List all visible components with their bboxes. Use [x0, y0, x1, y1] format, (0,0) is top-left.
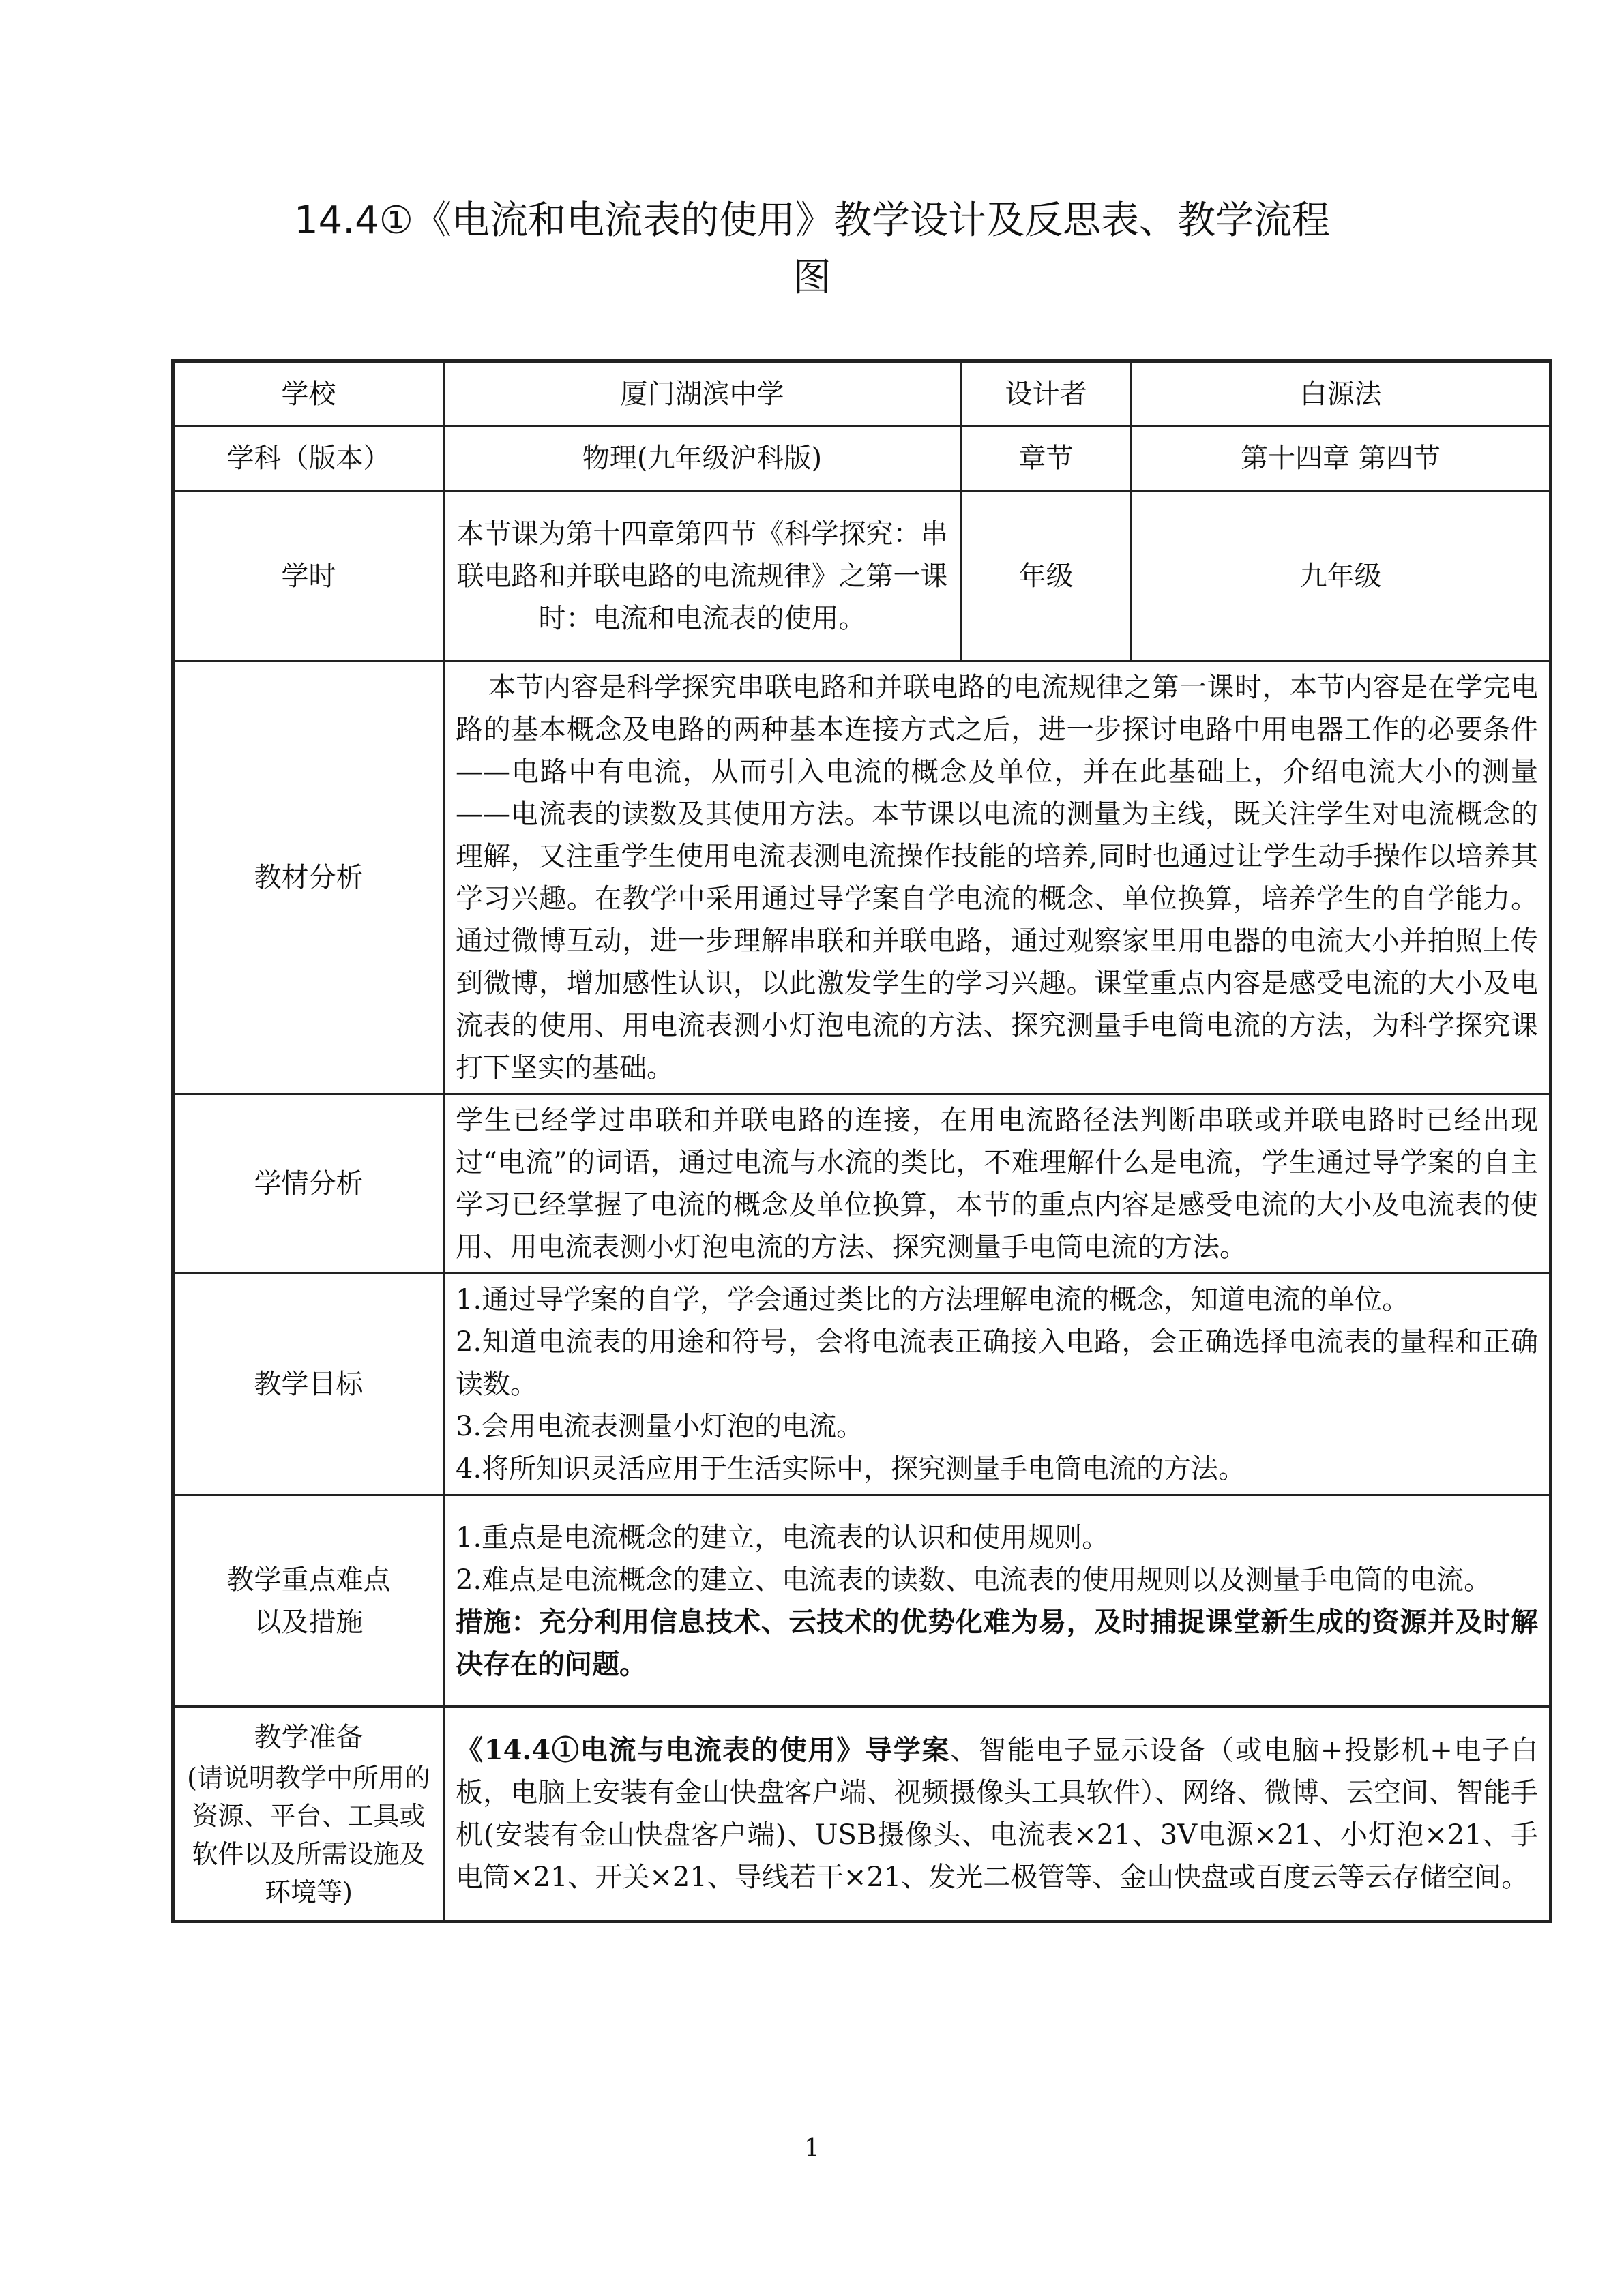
goal-item: 4.将所知识灵活应用于生活实际中，探究测量手电筒电流的方法。	[456, 1453, 1246, 1485]
key-label-line-2: 以及措施	[254, 1606, 364, 1638]
row-school	[173, 361, 1551, 426]
row-subject	[173, 426, 1551, 491]
row-period	[173, 491, 1551, 661]
goals-label: 教学目标	[173, 1274, 444, 1495]
key-label	[173, 1495, 444, 1707]
designer-label: 设计者	[961, 361, 1132, 426]
learner-value: 学生已经学过串联和并联电路的连接，在用电流路径法判断串联或并联电路时已经出现过“电流”的词语，通过电流与水流的类比，不难理解什么是电流，学生通过导学案的自主学习已经掌握了电流的概念及单位换算，本节的重点内容是感受电流的大小及电流表的使用、用电流表测小灯泡电流的方法、探究测量手电筒电流的方法。	[456, 1105, 1538, 1263]
key-point-item: 2.难点是电流概念的建立、电流表的读数、电流表的使用规则以及测量手电筒的电流。	[456, 1564, 1492, 1596]
title-line-2: 图	[793, 256, 831, 300]
designer-value: 白源法	[1132, 361, 1551, 426]
row-teaching-prep	[173, 1707, 1551, 1922]
chapter-label: 章节	[961, 426, 1132, 491]
material-label: 教材分析	[173, 661, 444, 1094]
key-measure: 措施：充分利用信息技术、云技术的优势化难为易，及时捕捉课堂新生成的资源并及时解决存在的问题。	[456, 1605, 1538, 1680]
key-cell	[444, 1495, 1551, 1707]
row-teaching-goals	[173, 1274, 1551, 1495]
period-value: 本节课为第十四章第四节《科学探究：串联电路和并联电路的电流规律》之第一课时：电流和电流表的使用。	[444, 491, 961, 661]
period-label: 学时	[173, 491, 444, 661]
prep-label	[173, 1707, 444, 1922]
subject-value: 物理(九年级沪科版)	[444, 426, 961, 491]
goal-item: 2.知道电流表的用途和符号，会将电流表正确接入电路，会正确选择电流表的量程和正确读数。	[456, 1326, 1538, 1400]
learner-cell	[444, 1094, 1551, 1274]
title-line-1: 14.4①《电流和电流表的使用》教学设计及反思表、教学流程	[294, 198, 1330, 243]
chapter-value: 第十四章 第四节	[1132, 426, 1551, 491]
row-key-points	[173, 1495, 1551, 1707]
prep-label-title: 教学准备	[254, 1721, 364, 1753]
material-value: 本节内容是科学探究串联电路和并联电路的电流规律之第一课时，本节内容是在学完电路的基本概念及电路的两种基本连接方式之后，进一步探讨电路中用电器工作的必要条件——电路中有电流，从而引入电流的概念及单位，并在此基础上，介绍电流大小的测量——电流表的读数及其使用方法。本节课以电流的测量为主线，既关注学生对电流概念的理解，又注重学生使用电流表测电流操作技能的培养,同时也通过让学生动手操作以培养其学习兴趣。在教学中采用通过导学案自学电流的概念、单位换算，培养学生的自学能力。通过微博互动，进一步理解串联和并联电路，通过观察家里用电器的电流大小并拍照上传到微博，增加感性认识，以此激发学生的学习兴趣。课堂重点内容是感受电流的大小及电流表的使用、用电流表测小灯泡电流的方法、探究测量手电筒电流的方法，为科学探究课打下坚实的基础。	[456, 672, 1538, 1084]
learner-label: 学情分析	[173, 1094, 444, 1274]
prep-value-guide: 《14.4①电流与电流表的使用》导学案	[456, 1733, 951, 1766]
material-cell	[444, 661, 1551, 1094]
grade-label: 年级	[961, 491, 1132, 661]
goal-item: 3.会用电流表测量小灯泡的电流。	[456, 1411, 864, 1442]
subject-label: 学科（版本）	[173, 426, 444, 491]
goals-cell	[444, 1274, 1551, 1495]
row-material-analysis	[173, 661, 1551, 1094]
grade-value: 九年级	[1132, 491, 1551, 661]
key-point-item: 1.重点是电流概念的建立，电流表的认识和使用规则。	[456, 1521, 1110, 1553]
prep-cell	[444, 1707, 1551, 1922]
school-label: 学校	[173, 361, 444, 426]
prep-value-rest: 、智能电子显示设备（或电脑+投影机+电子白板，电脑上安装有金山快盘客户端、视频摄像头工具软件）、网络、微博、云空间、智能手机(安装有金山快盘客户端)、USB摄像头、电流表×21、3V电源×21、小灯泡×21、手电筒×21、开关×21、导线若干×21、发光二极管等、金山快盘或百度云等云存储空间。	[456, 1734, 1539, 1893]
row-learner-analysis	[173, 1094, 1551, 1274]
document-title	[0, 192, 1624, 307]
key-label-line-1: 教学重点难点	[226, 1564, 391, 1596]
goal-item: 1.通过导学案的自学，学会通过类比的方法理解电流的概念，知道电流的单位。	[456, 1284, 1410, 1315]
school-value: 厦门湖滨中学	[444, 361, 961, 426]
prep-label-note: (请说明教学中所用的资源、平台、工具或软件以及所需设施及环境等)	[187, 1762, 430, 1907]
page-number: 1	[804, 2134, 820, 2162]
lesson-design-table	[171, 359, 1552, 1923]
